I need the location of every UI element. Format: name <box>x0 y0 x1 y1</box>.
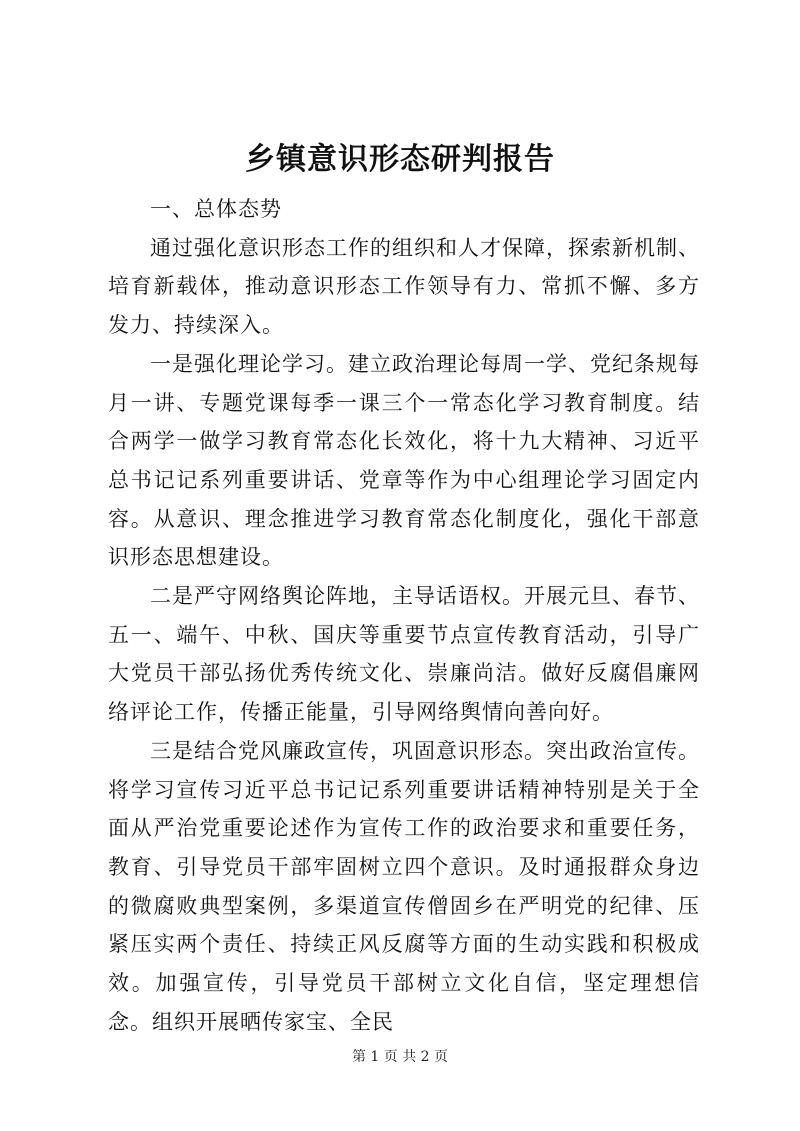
paragraph-theory-study: 一是强化理论学习。建立政治理论每周一学、党纪条规每月一讲、专题党课每季一课三个一常态化学习教育制度。结合两学一做学习教育常态化长效化，将十九大精神、习近平总书记记系列重要讲话、党章等作为中心组理论学习固定内容。从意识、理念推进学习教育常态化制度化，强化干部意识形态思想建设。 <box>108 351 700 570</box>
page-footer: 第 1 页 共 2 页 <box>351 1049 449 1065</box>
paragraph-online-opinion: 二是严守网络舆论阵地，主导话语权。开展元旦、春节、五一、端午、中秋、国庆等重要节点宣传教育活动，引导广大党员干部弘扬优秀传统文化、崇廉尚洁。做好反腐倡廉网络评论工作，传播正能量，引导网络舆情向善向好。 <box>108 584 700 725</box>
document-title: 乡镇意识形态研判报告 <box>245 142 555 177</box>
document-body <box>108 190 700 1041</box>
paragraph-integrity-publicity: 三是结合党风廉政宣传，巩固意识形态。突出政治宣传。将学习宣传习近平总书记记系列重要讲话精神特别是关于全面从严治党重要论述作为宣传工作的政治要求和重要任务，教育、引导党员干部牢固树立四个意识。及时通报群众身边的微腐败典型案例，多渠道宣传僧固乡在严明党的纪律、压紧压实两个责任、持续正风反腐等方面的生动实践和积极成效。加强宣传，引导党员干部树立文化自信，坚定理想信念。组织开展晒传家宝、全民 <box>108 738 700 1034</box>
section-heading: 一、总体态势 <box>150 197 282 221</box>
paragraph-overview: 通过强化意识形态工作的组织和人才保障，探索新机制、培育新载体，推动意识形态工作领导有力、常抓不懈、多方发力、持续深入。 <box>108 235 700 338</box>
